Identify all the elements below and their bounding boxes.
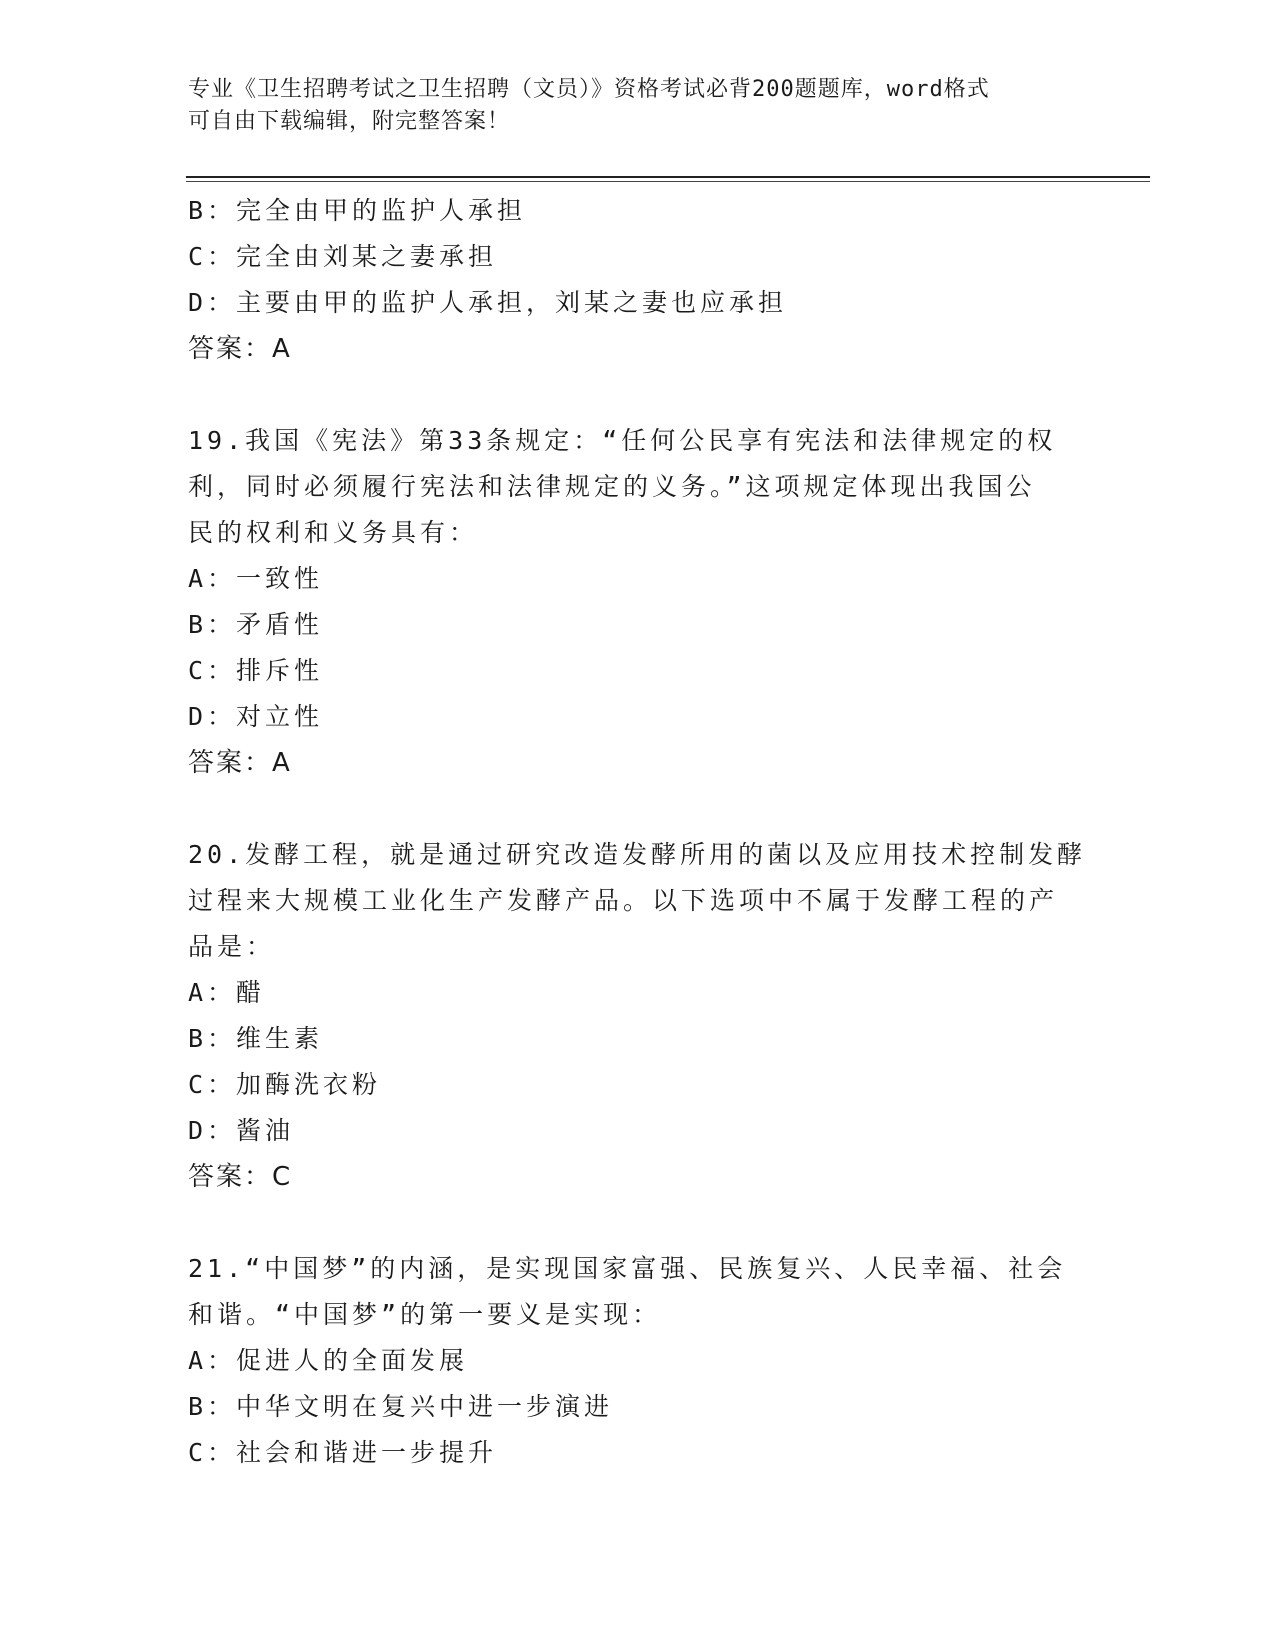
q21-option-b: B：中华文明在复兴中进一步演进 xyxy=(188,1392,614,1421)
q19-stem-line3: 民的权利和义务具有： xyxy=(188,518,479,547)
q19-stem-line2: 利，同时必须履行宪法和法律规定的义务。”这项规定体现出我国公 xyxy=(188,472,1036,501)
q18-option-c: C：完全由刘某之妻承担 xyxy=(188,242,498,271)
q20-option-c: C：加酶洗衣粉 xyxy=(188,1070,382,1099)
spacer xyxy=(188,1200,1088,1246)
q20-stem-line1: 20.发酵工程，就是通过研究改造发酵所用的菌以及应用技术控制发酵 xyxy=(188,840,1087,869)
q19-option-d: D：对立性 xyxy=(188,702,324,731)
header-title-line1: 专业《卫生招聘考试之卫生招聘（文员）》资格考试必背200题题库，word格式 xyxy=(188,77,990,102)
q20-option-d: D：酱油 xyxy=(188,1116,295,1145)
header-rule-thin xyxy=(186,181,1150,182)
q20-answer: 答案：C xyxy=(188,1162,293,1192)
q21-stem-line2: 和谐。“中国梦”的第一要义是实现： xyxy=(188,1300,662,1329)
q18-option-b: B：完全由甲的监护人承担 xyxy=(188,196,527,225)
q19-answer: 答案：A xyxy=(188,748,292,778)
spacer xyxy=(188,786,1088,832)
question-21 xyxy=(188,1246,1088,1476)
q20-stem-line3: 品是： xyxy=(188,932,276,961)
question-20 xyxy=(188,832,1088,1200)
question-19 xyxy=(188,418,1088,786)
q20-stem-line2: 过程来大规模工业化生产发酵产品。以下选项中不属于发酵工程的产 xyxy=(188,886,1059,915)
q19-option-c: C：排斥性 xyxy=(188,656,324,685)
document-body xyxy=(188,188,1088,1476)
q18-option-d: D：主要由甲的监护人承担，刘某之妻也应承担 xyxy=(188,288,788,317)
q19-option-b: B：矛盾性 xyxy=(188,610,324,639)
header-title-line2: 可自由下载编辑，附完整答案！ xyxy=(188,109,511,134)
header-rule-thick xyxy=(186,176,1150,178)
document-header xyxy=(188,74,1068,138)
q20-option-b: B：维生素 xyxy=(188,1024,324,1053)
question-18-tail xyxy=(188,188,1088,372)
q21-option-a: A：促进人的全面发展 xyxy=(188,1346,469,1375)
q20-option-a: A：醋 xyxy=(188,978,266,1007)
q21-stem-line1: 21.“中国梦”的内涵，是实现国家富强、民族复兴、人民幸福、社会 xyxy=(188,1254,1067,1283)
spacer xyxy=(188,372,1088,418)
q19-stem-line1: 19.我国《宪法》第33条规定：“任何公民享有宪法和法律规定的权 xyxy=(188,426,1057,455)
q19-option-a: A：一致性 xyxy=(188,564,324,593)
q21-option-c: C：社会和谐进一步提升 xyxy=(188,1438,498,1467)
q18-answer: 答案：A xyxy=(188,334,292,364)
